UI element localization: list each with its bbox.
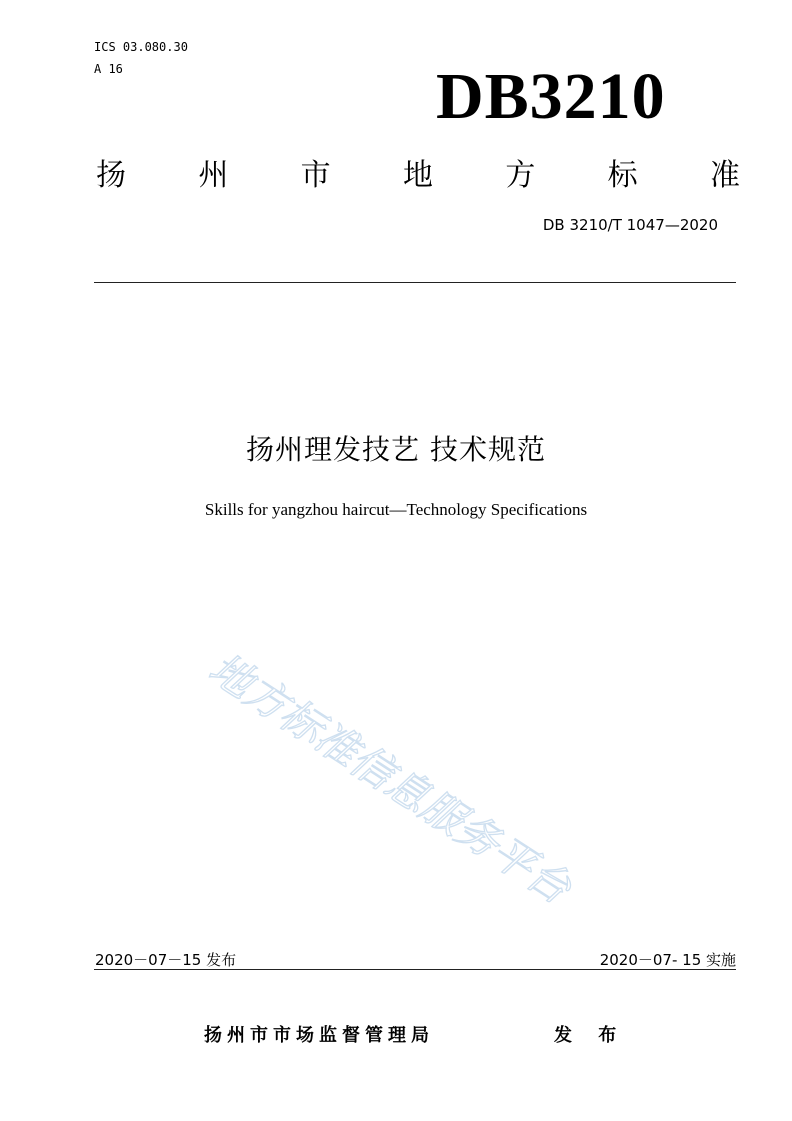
heading-char: 方	[505, 158, 536, 193]
heading-char: 市	[300, 158, 331, 193]
issue-date: 2020－07－15 发布	[95, 951, 237, 969]
standard-logo: DB3210	[436, 60, 666, 133]
classification-code: A 16	[94, 62, 123, 76]
document-title-chinese: 扬州理发技艺 技术规范	[246, 433, 546, 466]
ics-number: ICS 03.080.30	[94, 40, 188, 54]
watermark	[200, 648, 660, 948]
standard-code: DB 3210/T 1047—2020	[542, 216, 718, 234]
publish-label: 发 布	[554, 1025, 627, 1046]
standard-type-heading	[96, 156, 740, 196]
publisher-name: 扬州市市场监督管理局	[204, 1025, 434, 1046]
heading-char: 标	[607, 158, 638, 193]
implementation-date: 2020－07- 15 实施	[599, 951, 736, 969]
heading-char: 扬	[96, 158, 126, 193]
footer-divider	[94, 969, 736, 970]
watermark-text: 地方标准信息服务平台	[200, 648, 580, 914]
heading-char: 州	[198, 158, 229, 193]
heading-char: 准	[709, 158, 740, 193]
header-divider	[94, 282, 736, 283]
heading-char: 地	[402, 158, 433, 193]
document-title-english: Skills for yangzhou haircut—Technology Specifications	[204, 500, 588, 519]
